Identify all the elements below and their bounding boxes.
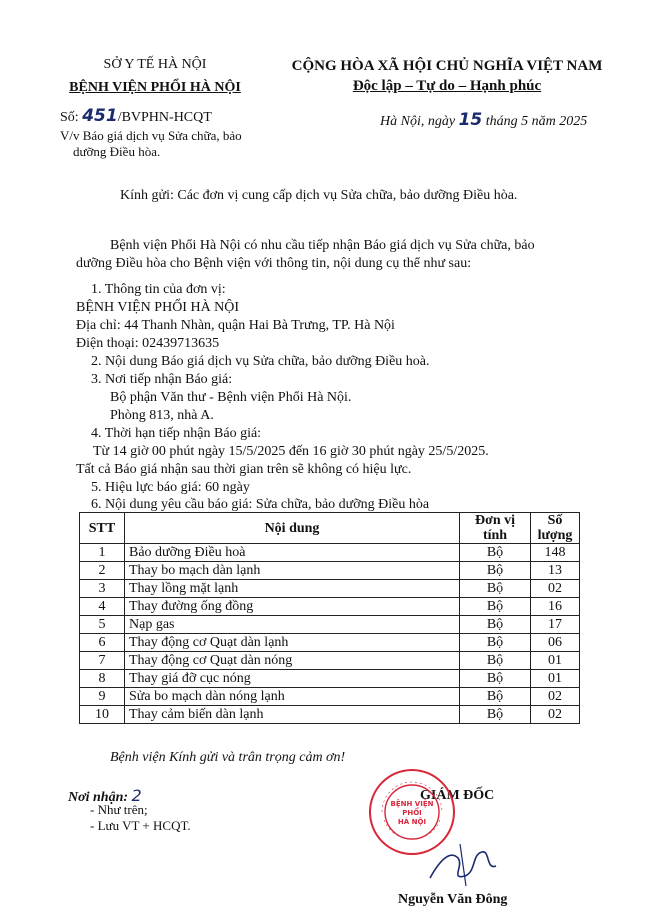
- signature-scribble: [420, 840, 510, 890]
- section-4-title: 4. Thời hạn tiếp nhận Báo giá:: [91, 426, 262, 441]
- row-content: Thay động cơ Quạt dàn lạnh: [125, 634, 460, 652]
- hospital-name: BỆNH VIỆN PHỔI HÀ NỘI: [69, 80, 241, 95]
- row-qty: 16: [531, 598, 580, 616]
- row-qty: 02: [531, 580, 580, 598]
- document-date: [380, 110, 587, 130]
- section-4-line-1: Từ 14 giờ 00 phút ngày 15/5/2025 đến 16 giờ 30 phút ngày 25/5/2025.: [93, 444, 489, 459]
- row-unit: Bộ: [460, 598, 531, 616]
- handwritten-day: 15: [458, 110, 483, 130]
- recipient-line: Kính gửi: Các đơn vị cung cấp dịch vụ Sửa chữa, bảo dưỡng Điều hòa.: [120, 188, 518, 203]
- country-name: CỘNG HÒA XÃ HỘI CHỦ NGHĨA VIỆT NAM: [291, 58, 603, 74]
- row-stt: 7: [80, 652, 125, 670]
- row-unit: Bộ: [460, 670, 531, 688]
- row-stt: 6: [80, 634, 125, 652]
- recipients-handwritten-mark: 2: [131, 786, 142, 805]
- row-unit: Bộ: [460, 688, 531, 706]
- row-stt: 9: [80, 688, 125, 706]
- section-2-title: 2. Nội dung Báo giá dịch vụ Sửa chữa, bảo dưỡng Điều hoà.: [91, 354, 430, 369]
- header-qty-line-2: lượng: [537, 528, 573, 543]
- header-stt: STT: [80, 513, 125, 544]
- table-row: [80, 670, 580, 688]
- section-3-line-1: Bộ phận Văn thư - Bệnh viện Phổi Hà Nội.: [110, 390, 352, 405]
- row-content: Thay giá đỡ cục nóng: [125, 670, 460, 688]
- recipients-label-text: Nơi nhận:: [68, 790, 129, 805]
- table-row: [80, 688, 580, 706]
- row-unit: Bộ: [460, 562, 531, 580]
- svg-text:BỆNH VIỆN: BỆNH VIỆN: [390, 800, 434, 808]
- table-body: [80, 544, 580, 724]
- header-qty-line-1: Số: [547, 513, 563, 528]
- number-suffix: /BVPHN-HCQT: [117, 110, 212, 125]
- row-stt: 1: [80, 544, 125, 562]
- row-qty: 01: [531, 670, 580, 688]
- closing-line: Bệnh viện Kính gửi và trân trọng cảm ơn!: [110, 750, 346, 765]
- table-row: [80, 544, 580, 562]
- row-unit: Bộ: [460, 544, 531, 562]
- row-qty: 02: [531, 688, 580, 706]
- unit-address: Địa chỉ: 44 Thanh Nhàn, quận Hai Bà Trưng, TP. Hà Nội: [76, 318, 395, 333]
- table-row: [80, 562, 580, 580]
- row-qty: 17: [531, 616, 580, 634]
- table-header-row: [80, 513, 580, 544]
- recipient-item-2: - Lưu VT + HCQT.: [90, 818, 191, 833]
- section-3-line-2: Phòng 813, nhà A.: [110, 408, 214, 423]
- signer-title: GIÁM ĐỐC: [420, 788, 495, 803]
- row-content: Bảo dưỡng Điều hoà: [125, 544, 460, 562]
- document-number: [60, 106, 212, 126]
- row-qty: 06: [531, 634, 580, 652]
- row-content: Thay bo mạch dàn lạnh: [125, 562, 460, 580]
- svg-text:PHỔI: PHỔI: [402, 809, 422, 817]
- row-unit: Bộ: [460, 634, 531, 652]
- intro-line-2: dưỡng Điều hòa cho Bệnh viện với thông tin, nội dung cụ thể như sau:: [76, 256, 472, 271]
- row-content: Thay động cơ Quạt dàn nóng: [125, 652, 460, 670]
- table-row: [80, 706, 580, 724]
- date-prefix: Hà Nội, ngày: [380, 114, 456, 129]
- intro-line-1: Bệnh viện Phổi Hà Nội có nhu cầu tiếp nhận Báo giá dịch vụ Sửa chữa, bảo: [110, 238, 535, 253]
- recipient-item-1: - Như trên;: [90, 802, 148, 817]
- row-stt: 4: [80, 598, 125, 616]
- date-suffix: tháng 5 năm 2025: [485, 114, 588, 129]
- row-content: Sửa bo mạch dàn nóng lạnh: [125, 688, 460, 706]
- row-content: Thay cảm biến dàn lạnh: [125, 706, 460, 724]
- header-unit-line-1: Đơn vị: [474, 513, 516, 528]
- row-qty: 02: [531, 706, 580, 724]
- row-unit: Bộ: [460, 580, 531, 598]
- table-row: [80, 652, 580, 670]
- section-3-title: 3. Nơi tiếp nhận Báo giá:: [91, 372, 233, 387]
- row-stt: 2: [80, 562, 125, 580]
- row-qty: 148: [531, 544, 580, 562]
- row-qty: 13: [531, 562, 580, 580]
- table-row: [80, 580, 580, 598]
- subject-line-1: V/v Báo giá dịch vụ Sửa chữa, bảo: [60, 128, 242, 143]
- unit-phone: Điện thoại: 02439713635: [76, 336, 220, 351]
- section-6-title: 6. Nội dung yêu cầu báo giá: Sửa chữa, bảo dưỡng Điều hòa: [91, 497, 430, 512]
- row-unit: Bộ: [460, 652, 531, 670]
- signer-name: Nguyễn Văn Đông: [398, 892, 508, 907]
- header-unit: [460, 513, 531, 544]
- row-stt: 3: [80, 580, 125, 598]
- header-qty: [531, 513, 580, 544]
- department-name: SỞ Y TẾ HÀ NỘI: [103, 57, 207, 72]
- row-content: Thay lồng mặt lạnh: [125, 580, 460, 598]
- header-unit-line-2: tính: [482, 528, 508, 543]
- section-4-line-2: Tất cả Báo giá nhận sau thời gian trên sẽ không có hiệu lực.: [76, 462, 412, 477]
- section-1-title: 1. Thông tin của đơn vị:: [91, 282, 226, 297]
- table-row: [80, 634, 580, 652]
- row-unit: Bộ: [460, 616, 531, 634]
- row-unit: Bộ: [460, 706, 531, 724]
- quotation-table: [79, 512, 580, 724]
- row-content: Thay đường ống đồng: [125, 598, 460, 616]
- table-row: [80, 598, 580, 616]
- row-stt: 5: [80, 616, 125, 634]
- subject-line-2: dưỡng Điều hòa.: [73, 144, 161, 159]
- table-row: [80, 616, 580, 634]
- handwritten-number: 451: [82, 106, 118, 126]
- row-stt: 10: [80, 706, 125, 724]
- row-content: Nạp gas: [125, 616, 460, 634]
- unit-name: BỆNH VIỆN PHỔI HÀ NỘI: [76, 300, 240, 315]
- number-prefix: Số:: [60, 110, 79, 125]
- row-qty: 01: [531, 652, 580, 670]
- header-content: Nội dung: [125, 513, 460, 544]
- row-stt: 8: [80, 670, 125, 688]
- svg-text:HÀ NỘI: HÀ NỘI: [397, 818, 427, 826]
- section-5-title: 5. Hiệu lực báo giá: 60 ngày: [91, 480, 250, 495]
- national-motto: Độc lập – Tự do – Hạnh phúc: [352, 78, 542, 94]
